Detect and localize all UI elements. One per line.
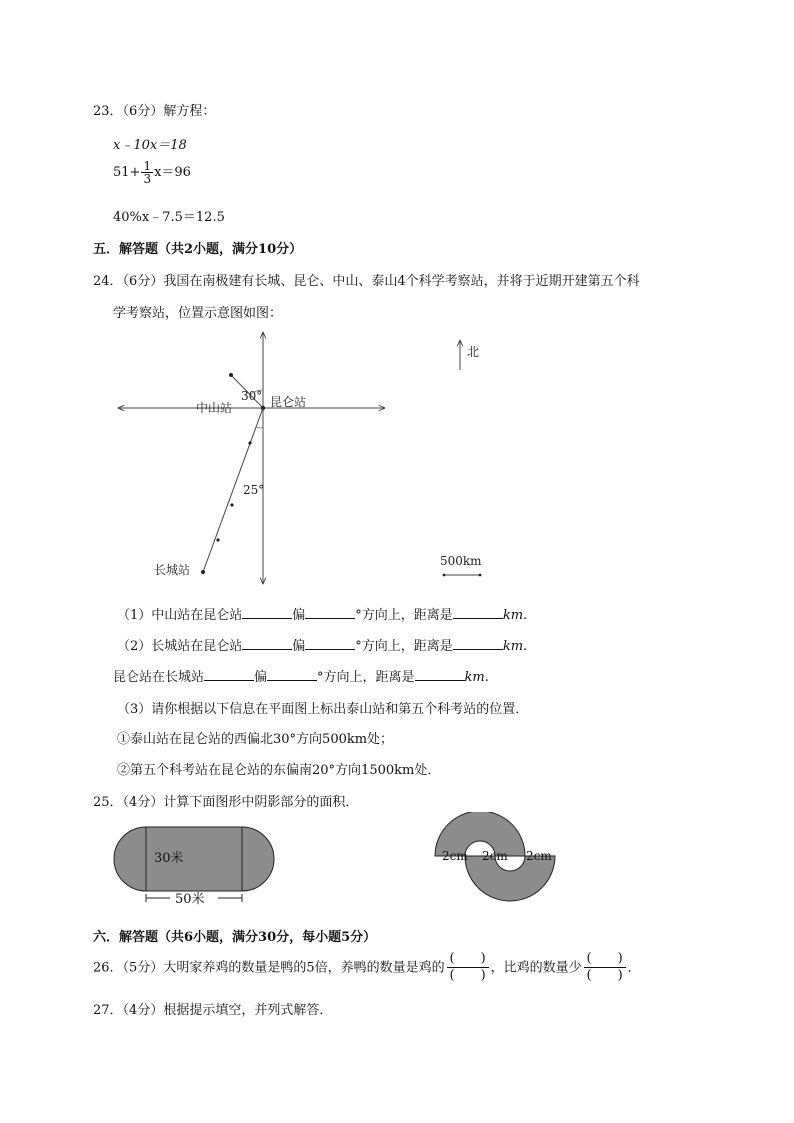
eq2-fraction (141, 160, 153, 185)
q24-condition-2: ②第五个科考站在昆仑站的东偏南20°方向1500km处． (117, 763, 441, 778)
s-shape-label-1: 2cm (442, 849, 468, 863)
north-label: 北 (467, 345, 480, 359)
q26-text-a: 26．（5分）大明家养鸡的数量是鸭的5倍，养鸭的数量是鸡的 (93, 960, 445, 976)
p2-blank-direction[interactable] (242, 649, 292, 650)
p1-text-d: km. (502, 608, 528, 623)
q26-frac1-top: ( ) (449, 951, 486, 966)
p2-text-b: 偏 (292, 639, 306, 654)
q26-fraction-1[interactable] (445, 952, 491, 984)
stadium-height-label: 30米 (154, 851, 184, 866)
q27-line: 27．（4分）根据提示填空，并列式解答． (93, 1003, 333, 1018)
p1-text-c: °方向上，距离是 (355, 608, 453, 623)
p1-text-b: 偏 (292, 608, 306, 623)
q25-figure-stadium (112, 820, 277, 906)
p2b-text-c: °方向上，距离是 (317, 670, 415, 685)
scale-label: 500km (440, 554, 482, 568)
q26-frac1-bottom: ( ) (449, 968, 486, 983)
q26-fraction-2[interactable] (582, 952, 628, 984)
eq2-suffix: x＝96 (154, 165, 191, 180)
changcheng-label: 长城站 (154, 563, 191, 577)
stadium-shape (114, 827, 274, 891)
q26-line (93, 952, 641, 985)
q24-location-diagram (110, 328, 500, 590)
angle-arc-25 (256, 427, 263, 428)
q23-equation-2 (113, 160, 191, 185)
p1-blank-direction[interactable] (242, 618, 292, 619)
q26-text-b: ，比鸡的数量少 (490, 960, 582, 976)
eq2-prefix: 51+ (113, 165, 141, 180)
p2b-text-a: 昆仑站在长城站 (113, 670, 205, 685)
eq2-numerator: 1 (143, 159, 152, 173)
p2-text-a: （2）长城站在昆仑站 (117, 639, 243, 654)
q24-part-1 (117, 604, 527, 623)
q26-text-c: ． (627, 960, 641, 976)
q24-part-2b (113, 666, 489, 685)
p2-blank-angle[interactable] (305, 649, 355, 650)
q25-heading: 25．（4分）计算下面图形中阴影部分的面积． (93, 795, 359, 810)
q24-line-1: 24．（6分）我国在南极建有长城、昆仑、中山、泰山4个科学考察站，并将于近期开建第五个科 (93, 274, 640, 289)
section5-title: 五．解答题（共2小题，满分10分） (93, 242, 303, 257)
q24-part-2 (117, 635, 527, 654)
p2b-text-d: km. (464, 670, 489, 685)
q23-equation-1: x﹣10x＝18 (113, 138, 187, 153)
scale-bar-end (479, 574, 482, 577)
p2b-blank-direction[interactable] (204, 680, 254, 681)
p1-blank-angle[interactable] (305, 618, 355, 619)
angle-30-label: 30° (241, 389, 263, 403)
angle-25-label: 25° (243, 483, 265, 497)
q23-equation-3: 40%x﹣7.5＝12.5 (113, 210, 225, 225)
p2-text-d: km. (502, 639, 528, 654)
scale-dot-1 (248, 441, 251, 444)
q24-part-3: （3）请你根据以下信息在平面图上标出泰山站和第五个科考站的位置． (117, 702, 529, 717)
p2b-text-b: 偏 (254, 670, 268, 685)
p1-text-a: （1）中山站在昆仑站 (117, 608, 243, 623)
zhongshan-label: 中山站 (196, 401, 233, 415)
scale-bar-start (443, 574, 446, 577)
q26-frac2-top: ( ) (586, 951, 623, 966)
p2b-blank-distance[interactable] (415, 680, 465, 681)
kunlun-label: 昆仑站 (270, 395, 307, 409)
stadium-width-label: 50米 (175, 892, 205, 906)
changcheng-dot (201, 570, 205, 574)
zhongshan-dot (229, 373, 233, 377)
s-shape-label-2: 2cm (482, 849, 508, 863)
scale-dot-3 (216, 538, 219, 541)
p2b-blank-angle[interactable] (267, 680, 317, 681)
section6-title: 六．解答题（共6小题，满分30分，每小题5分） (93, 930, 377, 945)
s-shape-label-3: 2cm (526, 849, 552, 863)
q25-figure-s-shape (430, 812, 570, 912)
scale-dot-2 (230, 503, 233, 506)
p2-text-c: °方向上，距离是 (355, 639, 453, 654)
q24-condition-1: ①泰山站在昆仑站的西偏北30°方向500km处； (117, 732, 394, 747)
p2-blank-distance[interactable] (453, 649, 503, 650)
p1-blank-distance[interactable] (453, 618, 503, 619)
q24-line-2: 学考察站，位置示意图如图： (113, 306, 283, 321)
q23-heading: 23．（6分）解方程： (93, 104, 216, 119)
q26-frac2-bottom: ( ) (586, 968, 623, 983)
eq2-denominator: 3 (143, 172, 152, 186)
